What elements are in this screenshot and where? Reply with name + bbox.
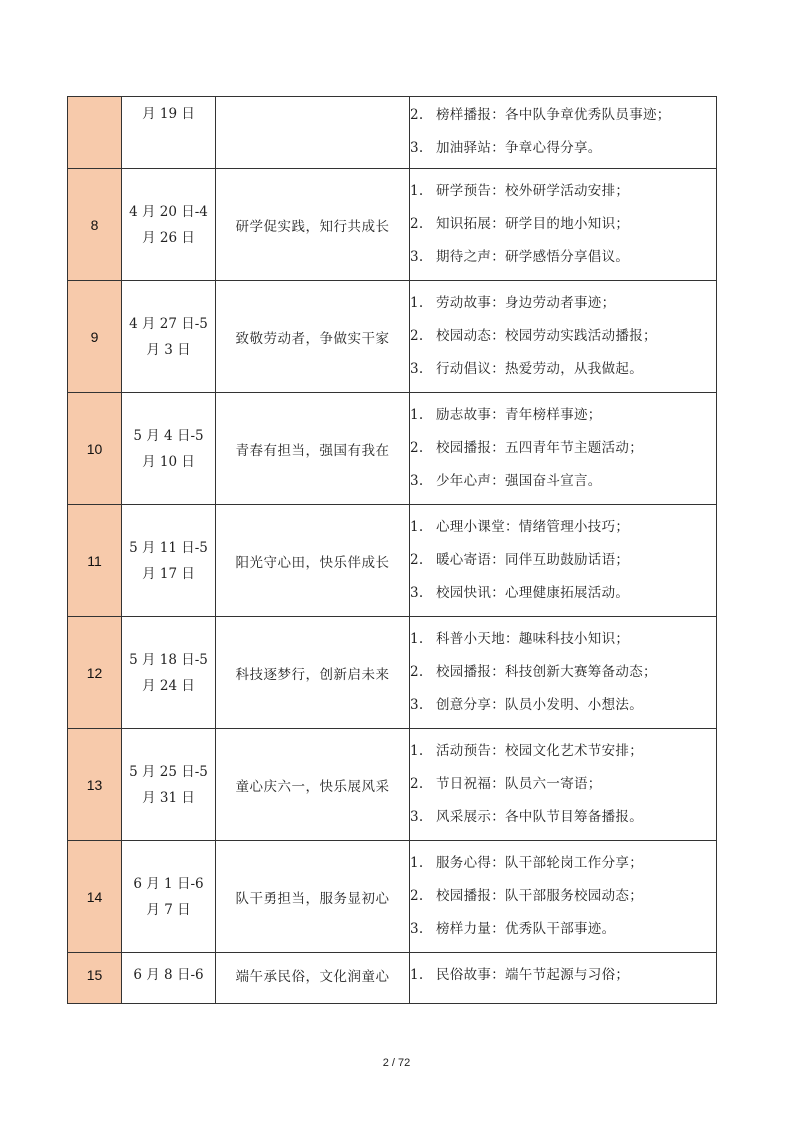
program-item (410, 544, 716, 577)
week-number: 14 (68, 841, 122, 953)
schedule-row (68, 841, 717, 953)
item-text: 劳动故事：身边劳动者事迹； (436, 295, 616, 311)
page-number: 2 / 72 (382, 1057, 411, 1069)
item-number: 3. (410, 249, 424, 265)
program-item (410, 353, 716, 386)
item-number: 2. (410, 888, 424, 904)
item-number: 1. (410, 967, 424, 983)
date-range-cell (122, 841, 216, 953)
program-items (410, 505, 717, 617)
item-number: 3. (410, 585, 424, 601)
item-text: 风采展示：各中队节目筹备播报。 (436, 809, 643, 825)
item-text: 加油驿站：争章心得分享。 (436, 140, 602, 156)
date-range-start: 5 月 18 日-5 (129, 651, 208, 668)
item-number: 2. (410, 107, 424, 123)
item-number: 2. (410, 776, 424, 792)
week-number: 9 (68, 281, 122, 393)
date-range-start: 4 月 20 日-4 (129, 203, 208, 220)
item-text: 科普小天地：趣味科技小知识； (436, 631, 630, 647)
item-text: 励志故事：青年榜样事迹； (436, 407, 602, 423)
program-items (410, 617, 717, 729)
program-item (410, 623, 716, 656)
item-number: 3. (410, 473, 424, 489)
program-items (410, 729, 717, 841)
item-text: 节日祝福：队员六一寄语； (436, 776, 602, 792)
date-range-end: 月 31 日 (142, 789, 195, 806)
item-number: 2. (410, 328, 424, 344)
item-number: 1. (410, 743, 424, 759)
week-number: 8 (68, 169, 122, 281)
item-text: 校园动态：校园劳动实践活动播报； (436, 328, 657, 344)
week-theme: 阳光守心田，快乐伴成长 (216, 505, 410, 617)
item-text: 暖心寄语：同伴互助鼓励话语； (436, 552, 630, 568)
program-item (410, 465, 716, 498)
program-items (410, 841, 717, 953)
item-number: 2. (410, 664, 424, 680)
week-number: 12 (68, 617, 122, 729)
program-item (410, 208, 716, 241)
program-item (410, 175, 716, 208)
date-range-cell (122, 393, 216, 505)
program-item (410, 913, 716, 946)
program-item (410, 689, 716, 722)
date-range-cell (122, 169, 216, 281)
item-number: 1. (410, 407, 424, 423)
item-text: 研学预告：校外研学活动安排； (436, 183, 630, 199)
item-number: 1. (410, 855, 424, 871)
program-item (410, 577, 716, 610)
program-item (410, 511, 716, 544)
item-text: 心理小课堂：情绪管理小技巧； (436, 519, 630, 535)
program-item (410, 965, 716, 985)
schedule-row (68, 393, 717, 505)
item-number: 1. (410, 183, 424, 199)
item-number: 2. (410, 440, 424, 456)
program-item (410, 320, 716, 353)
item-number: 3. (410, 697, 424, 713)
program-item (410, 801, 716, 834)
program-item (410, 132, 716, 165)
program-item (410, 768, 716, 801)
item-number: 3. (410, 809, 424, 825)
week-number: 10 (68, 393, 122, 505)
item-text: 活动预告：校园文化艺术节安排； (436, 743, 643, 759)
item-number: 1. (410, 631, 424, 647)
schedule-row (68, 169, 717, 281)
schedule-row (68, 97, 717, 169)
item-text: 服务心得：队干部轮岗工作分享； (436, 855, 643, 871)
week-number: 11 (68, 505, 122, 617)
week-theme: 童心庆六一，快乐展风采 (216, 729, 410, 841)
program-items (410, 393, 717, 505)
schedule-row (68, 729, 717, 841)
week-theme: 致敬劳动者，争做实干家 (216, 281, 410, 393)
date-range-cell (122, 281, 216, 393)
program-item (410, 847, 716, 880)
week-number: 15 (68, 953, 122, 1004)
schedule-row (68, 281, 717, 393)
program-item (410, 656, 716, 689)
item-number: 3. (410, 140, 424, 156)
week-number: 13 (68, 729, 122, 841)
item-number: 2. (410, 552, 424, 568)
week-theme: 科技逐梦行，创新启未来 (216, 617, 410, 729)
item-text: 期待之声：研学感悟分享倡议。 (436, 249, 630, 265)
item-text: 行动倡议：热爱劳动，从我做起。 (436, 361, 643, 377)
date-range-end: 月 24 日 (142, 677, 195, 694)
program-items (410, 97, 717, 169)
program-item (410, 880, 716, 913)
date-range-cell (122, 953, 216, 1004)
date-range-end: 月 19 日 (142, 106, 195, 122)
week-theme: 队干勇担当，服务显初心 (216, 841, 410, 953)
item-text: 知识拓展：研学目的地小知识； (436, 216, 630, 232)
date-range-end: 月 17 日 (142, 565, 195, 582)
program-item (410, 99, 716, 132)
date-range-end: 月 7 日 (146, 901, 191, 918)
schedule-table (67, 96, 717, 1004)
schedule-row (68, 953, 717, 1004)
program-items (410, 281, 717, 393)
schedule-row (68, 505, 717, 617)
date-range-start: 5 月 11 日-5 (129, 539, 208, 556)
program-item (410, 241, 716, 274)
date-range-start: 5 月 25 日-5 (129, 763, 208, 780)
item-text: 校园快讯：心理健康拓展活动。 (436, 585, 630, 601)
date-range-end: 月 3 日 (146, 341, 191, 358)
item-number: 1. (410, 295, 424, 311)
date-range-cell (122, 97, 216, 169)
item-number: 2. (410, 216, 424, 232)
program-items (410, 169, 717, 281)
item-text: 榜样力量：优秀队干部事迹。 (436, 921, 616, 937)
week-theme: 研学促实践，知行共成长 (216, 169, 410, 281)
item-text: 民俗故事：端午节起源与习俗； (436, 967, 630, 983)
item-number: 3. (410, 361, 424, 377)
date-range-start: 6 月 1 日-6 (133, 875, 204, 892)
week-theme: 端午承民俗，文化润童心 (216, 953, 410, 1004)
program-item (410, 399, 716, 432)
date-range-end: 月 10 日 (142, 453, 195, 470)
item-number: 3. (410, 921, 424, 937)
program-items (410, 953, 717, 1004)
week-number (68, 97, 122, 169)
program-item (410, 287, 716, 320)
item-number: 1. (410, 519, 424, 535)
program-item (410, 735, 716, 768)
date-range-cell (122, 505, 216, 617)
week-theme: 青春有担当，强国有我在 (216, 393, 410, 505)
week-theme (216, 97, 410, 169)
item-text: 榜样播报：各中队争章优秀队员事迹； (436, 107, 671, 123)
item-text: 少年心声：强国奋斗宣言。 (436, 473, 602, 489)
date-range-start: 5 月 4 日-5 (133, 427, 204, 444)
schedule-body (68, 97, 717, 1004)
date-range-start: 6 月 8 日-6 (133, 967, 204, 983)
item-text: 校园播报：五四青年节主题活动； (436, 440, 643, 456)
item-text: 校园播报：科技创新大赛筹备动态； (436, 664, 657, 680)
date-range-cell (122, 729, 216, 841)
date-range-start: 4 月 27 日-5 (129, 315, 208, 332)
date-range-cell (122, 617, 216, 729)
date-range-end: 月 26 日 (142, 229, 195, 246)
schedule-row (68, 617, 717, 729)
program-item (410, 432, 716, 465)
item-text: 校园播报：队干部服务校园动态； (436, 888, 643, 904)
item-text: 创意分享：队员小发明、小想法。 (436, 697, 643, 713)
